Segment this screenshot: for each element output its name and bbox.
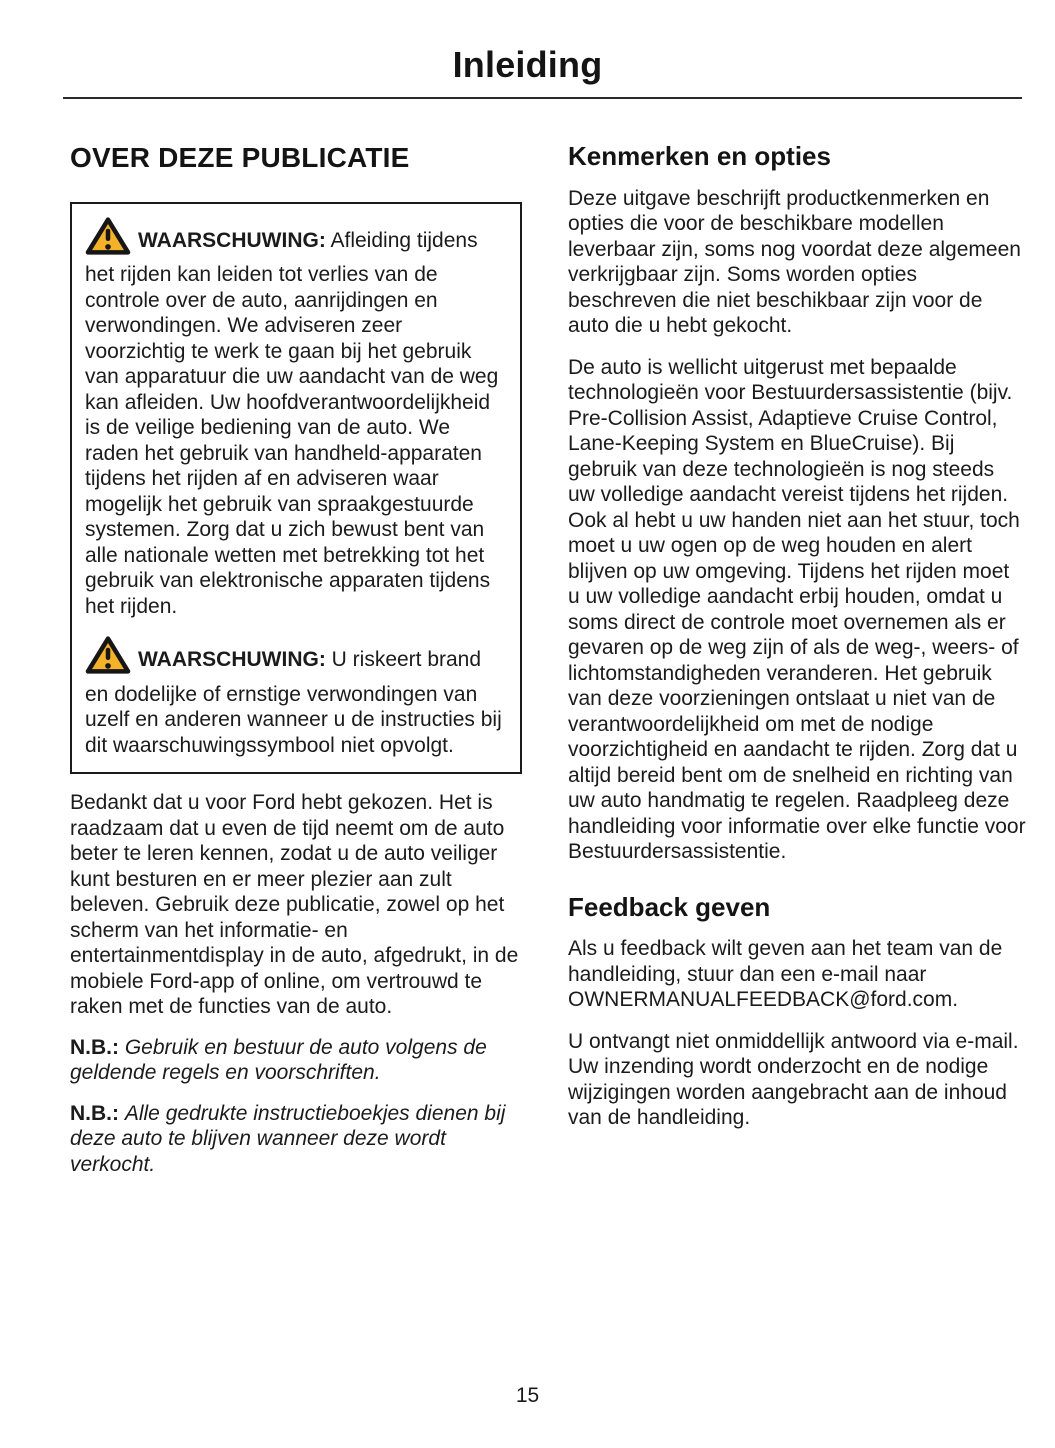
section-heading-over-deze-publicatie: OVER DEZE PUBLICATIE xyxy=(70,142,410,173)
note-paragraph xyxy=(70,1101,522,1178)
warning-label: WAARSCHUWING: xyxy=(138,228,326,252)
section-heading-feedback-geven: Feedback geven xyxy=(568,891,771,922)
warning-paragraph xyxy=(85,635,507,758)
note-text: Gebruik en bestuur de auto volgens de geldende regels en voorschriften. xyxy=(70,1035,487,1084)
note-label: N.B.: xyxy=(70,1101,119,1125)
warning-triangle-icon xyxy=(85,635,131,682)
warning-text: U riskeert brand en dodelijke of ernstige verwondingen van uzelf en anderen wanneer u de instructies bij dit waarschuwingssymbool niet opvolgt. xyxy=(85,648,502,757)
warning-text: Afleiding tijdens het rijden kan leiden tot verlies van de controle over de auto, aanrijdingen en verwondingen. We adviseren zeer voorzichtig te werk te gaan bij het gebruik van apparatuur die uw aandacht van de weg kan afleiden. Uw hoofdverantwoordelijkheid is de veilige bediening van de auto. We raden het gebruik van handheld-apparaten tijdens het rijden af en adviseren waar mogelijk het gebruik van spraakgestuurde systemen. Zorg dat u zich bewust bent van alle nationale wetten met betrekking tot het gebruik van elektronische apparaten tijdens het rijden. xyxy=(85,228,499,618)
paragraph: De auto is wellicht uitgerust met bepaalde technologieën voor Bestuurdersassistentie (bijv. Pre-Collision Assist, Adaptieve Cruise Control, Lane-Keeping System en BlueCruise). Bij gebruik van deze technologieën is nog steeds uw volledige aandacht vereist tijdens het rijden. Ook al hebt u uw handen niet aan het stuur, toch moet u uw ogen op de weg houden en alert blijven op uw omgeving. Tijdens het rijden moet u uw volledige aandacht erbij houden, omdat u soms direct de controle moet overnemen als er gevaren op de weg zijn of als de weg-, weers- of lichtomstandigheden veranderen. Het gebruik van deze voorzieningen ontslaat u niet van de verantwoordelijkheid om met de nodige voorzichtigheid en aandacht te rijden. Zorg dat u altijd bereid bent om de snelheid en richting van uw auto handmatig te regelen. Raadpleeg deze handleiding voor informatie over elke functie voor Bestuurdersassistentie. xyxy=(568,355,1026,863)
right-column xyxy=(568,99,1026,1131)
warning-paragraph xyxy=(85,216,507,620)
note-paragraph xyxy=(70,1035,522,1086)
paragraph: Deze uitgave beschrijft productkenmerken en opties die voor de beschikbare modellen leverbaar zijn, soms nog voordat deze algemeen verkrijgbaar zijn. Soms worden opties beschreven die niet beschikbaar zijn voor de auto die u hebt gekocht. xyxy=(568,186,1021,337)
warning-triangle-icon xyxy=(85,216,131,263)
section-heading-kenmerken-en-opties: Kenmerken en opties xyxy=(568,141,831,171)
content-columns xyxy=(0,99,1055,1177)
intro-paragraph: Bedankt dat u voor Ford hebt gekozen. Het is raadzaam dat u even de tijd neemt om de auto beter te leren kennen, zodat u de auto veiliger kunt besturen en er meer plezier aan zult beleven. Gebruik deze publicatie, zowel op het scherm van het informatie- en entertainmentdisplay in de auto, afgedrukt, in de mobiele Ford-app of online, om vertrouwd te raken met de functies van de auto. xyxy=(70,791,519,1018)
paragraph: U ontvangt niet onmiddellijk antwoord via e-mail. Uw inzending wordt onderzocht en de nodige wijzigingen worden aangebracht aan de inhoud van de handleiding. xyxy=(568,1029,1019,1129)
left-column xyxy=(70,99,522,1177)
page-number: 15 xyxy=(515,1384,540,1407)
note-label: N.B.: xyxy=(70,1035,119,1059)
note-text: Alle gedrukte instructieboekjes dienen bij deze auto te blijven wanneer deze wordt verkocht. xyxy=(70,1101,506,1176)
warning-box xyxy=(70,202,522,775)
warning-label: WAARSCHUWING: xyxy=(138,648,326,671)
paragraph: Als u feedback wilt geven aan het team van de handleiding, stuur dan een e-mail naar OWNERMANUALFEEDBACK@ford.com. xyxy=(568,937,1003,1011)
page-title: Inleiding xyxy=(452,44,603,85)
